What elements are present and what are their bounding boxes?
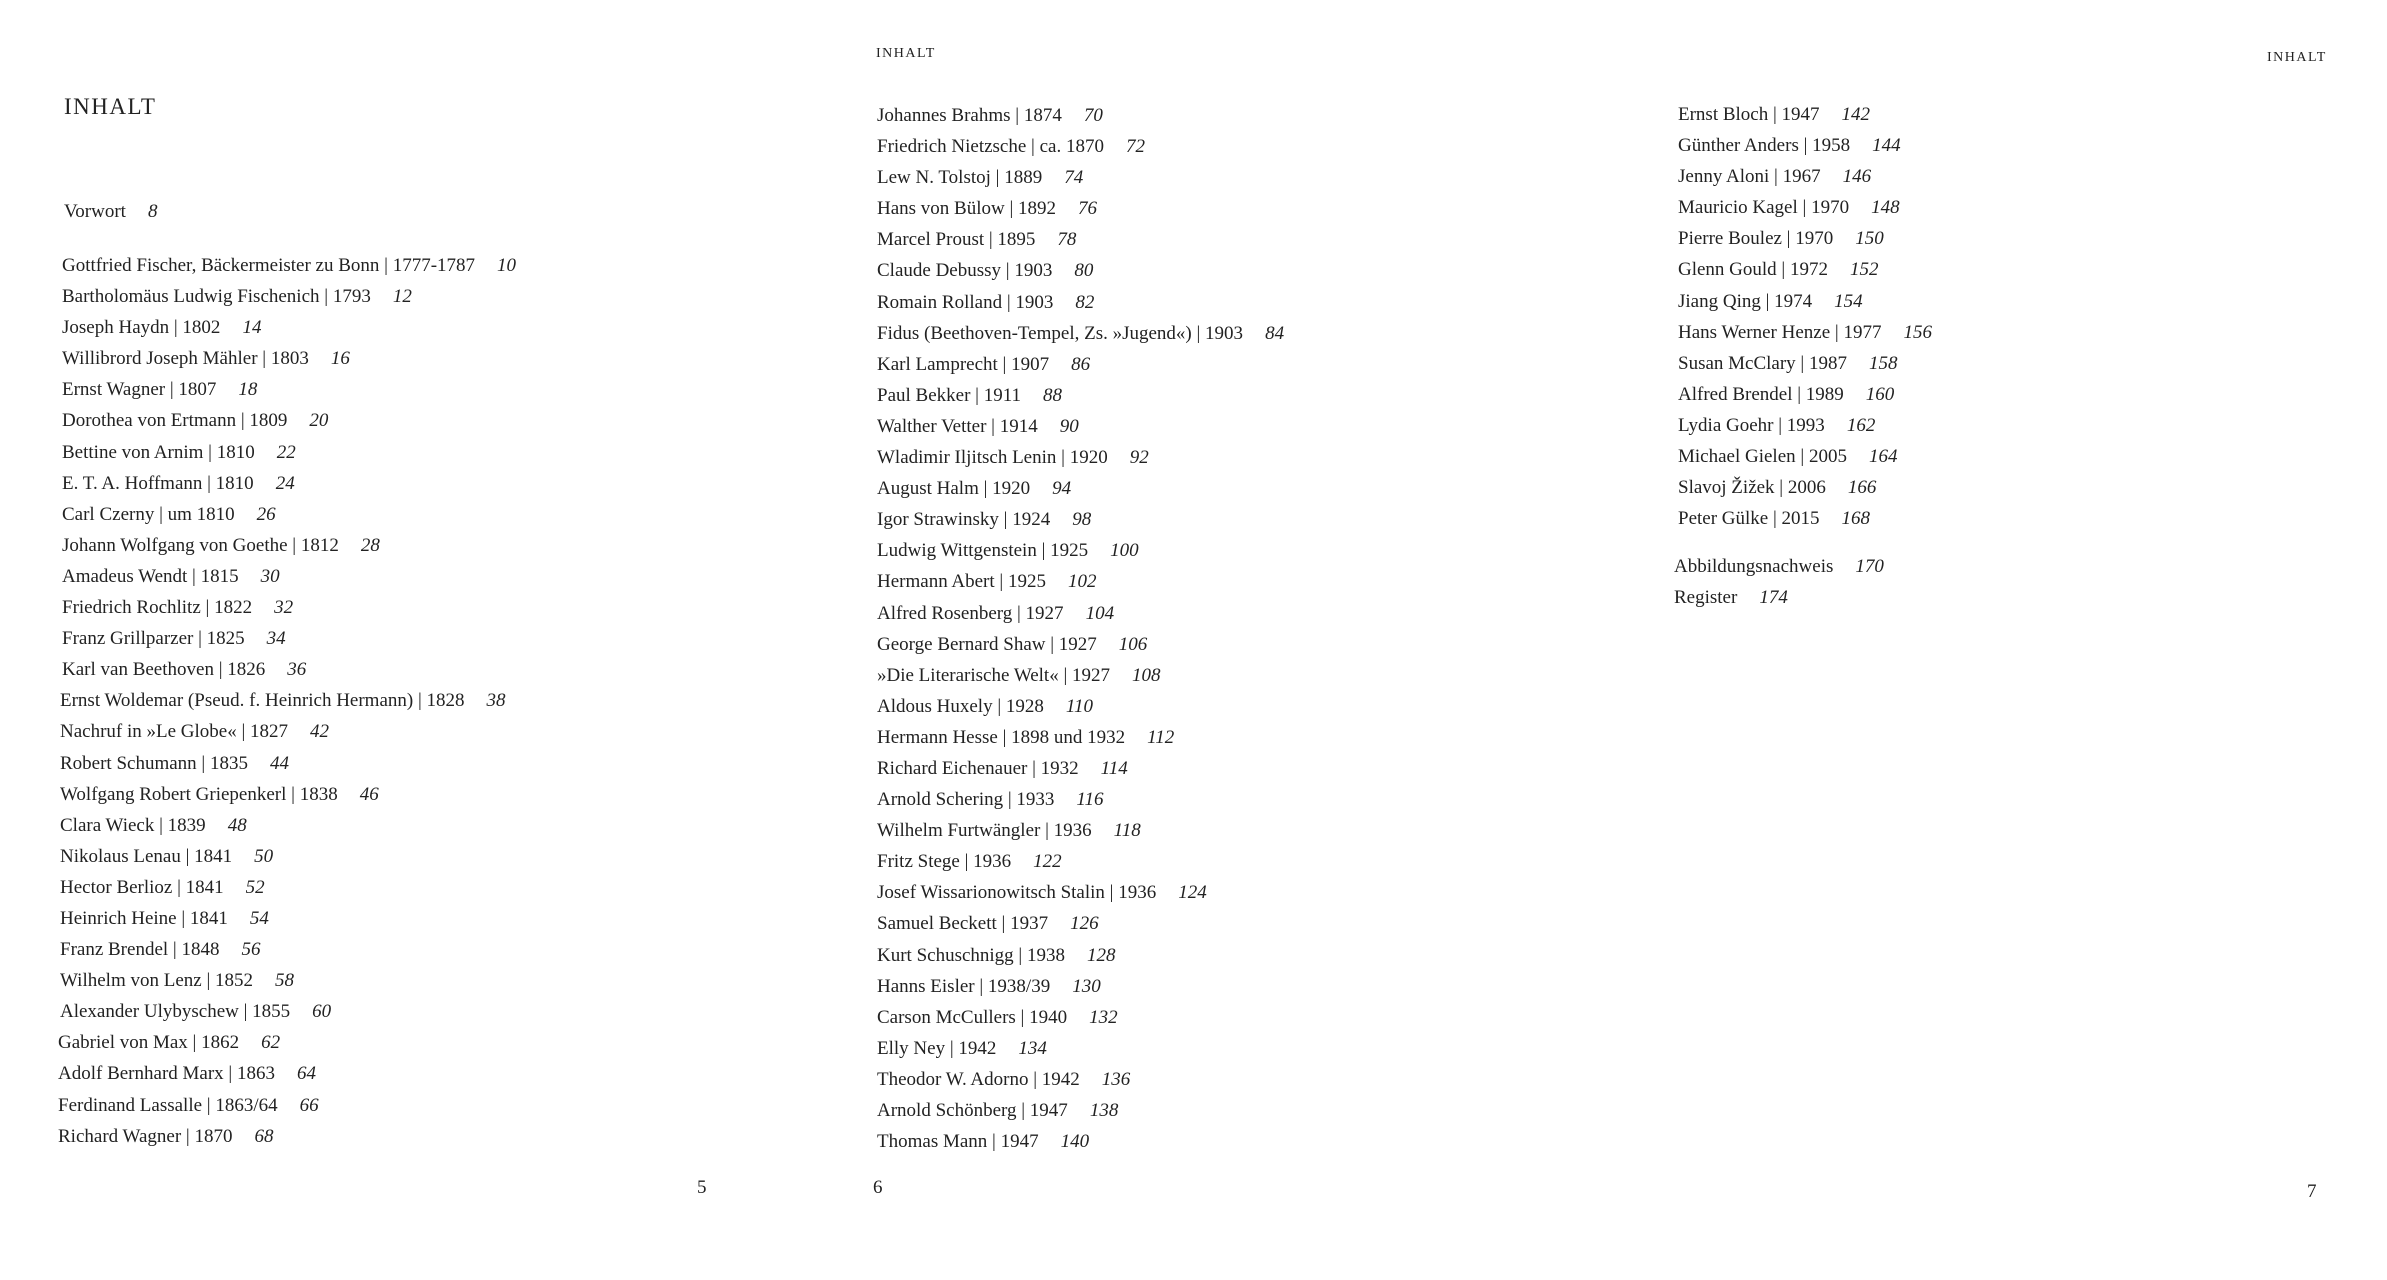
toc-entry xyxy=(1678,223,1932,254)
toc-entry-page: 94 xyxy=(1052,478,1072,500)
toc-entry-label: Jenny Aloni | 1967 xyxy=(1678,166,1821,188)
toc-list-page-7 xyxy=(1678,99,1932,534)
toc-entry xyxy=(877,566,1284,597)
toc-entry-page: 138 xyxy=(1089,1100,1119,1121)
toc-entry-page: 146 xyxy=(1842,166,1872,188)
toc-entry-label: Claude Debussy | 1903 xyxy=(877,260,1053,282)
toc-heading: INHALT xyxy=(64,94,157,119)
toc-entry-label: Wilhelm von Lenz | 1852 xyxy=(60,970,253,992)
toc-entry xyxy=(877,815,1284,846)
toc-entry-page: 90 xyxy=(1059,415,1079,437)
toc-entry xyxy=(877,1095,1284,1126)
page-number: 7 xyxy=(2307,1181,2317,1202)
page-5 xyxy=(0,0,790,1280)
toc-entry-page: 158 xyxy=(1869,352,1898,374)
toc-entry-page: 166 xyxy=(1847,477,1877,499)
toc-entry-label: Theodor W. Adorno | 1942 xyxy=(877,1068,1080,1090)
toc-entry-page: 86 xyxy=(1071,353,1091,375)
toc-entry-label: Kurt Schuschnigg | 1938 xyxy=(877,944,1065,966)
toc-entry-page: 124 xyxy=(1178,882,1207,904)
toc-entry xyxy=(877,784,1284,815)
toc-entry-page: 48 xyxy=(227,814,247,836)
toc-entry-page: 154 xyxy=(1834,290,1863,312)
toc-entry-page: 14 xyxy=(242,317,262,339)
toc-vorwort xyxy=(64,196,157,227)
toc-entry-label: Jiang Qing | 1974 xyxy=(1678,290,1813,312)
toc-entry-label: Nachruf in »Le Globe« | 1827 xyxy=(60,721,289,743)
toc-entry-label: Ferdinand Lassalle | 1863/64 xyxy=(58,1094,278,1116)
toc-entry xyxy=(60,779,516,810)
toc-entry xyxy=(877,691,1284,722)
toc-entry-label: Elly Ney | 1942 xyxy=(877,1037,997,1059)
toc-entry-label: Günther Anders | 1958 xyxy=(1678,135,1851,157)
toc-entry-page: 156 xyxy=(1903,321,1932,343)
toc-entry xyxy=(1678,317,1932,348)
toc-entry-page: 84 xyxy=(1265,322,1285,344)
toc-entry-page: 118 xyxy=(1113,820,1141,842)
toc-entry-label: Glenn Gould | 1972 xyxy=(1678,259,1828,281)
toc-entry xyxy=(877,971,1284,1002)
toc-entry-page: 54 xyxy=(249,907,269,929)
toc-entry xyxy=(1678,348,1932,379)
toc-entry xyxy=(60,716,516,747)
toc-entry-page: 28 xyxy=(360,534,380,556)
page-6 xyxy=(790,0,1590,1280)
toc-entry-label: Robert Schumann | 1835 xyxy=(60,752,248,774)
toc-entry-label: Karl van Beethoven | 1826 xyxy=(62,659,266,681)
toc-entry-label: Susan McClary | 1987 xyxy=(1678,352,1847,374)
toc-entry xyxy=(60,903,516,934)
toc-entry-page: 34 xyxy=(266,628,286,650)
toc-entry xyxy=(60,872,516,903)
running-head: INHALT xyxy=(876,46,936,61)
toc-entry-label: Richard Wagner | 1870 xyxy=(58,1125,233,1147)
toc-entry-page: 152 xyxy=(1850,259,1879,281)
toc-entry xyxy=(60,934,516,965)
toc-entry xyxy=(1674,551,1884,582)
toc-entry-label: Fidus (Beethoven-Tempel, Zs. »Jugend«) | 1903 xyxy=(877,322,1244,344)
toc-entry xyxy=(877,255,1284,286)
toc-entry-page: 72 xyxy=(1125,136,1145,158)
toc-entry-page: 62 xyxy=(261,1032,281,1054)
toc-entry-page: 164 xyxy=(1868,446,1898,468)
toc-entry-label: Slavoj Žižek | 2006 xyxy=(1678,477,1826,499)
toc-entry xyxy=(1678,503,1932,534)
toc-entry-label: Aldous Huxely | 1928 xyxy=(877,695,1044,717)
toc-entry-label: Ernst Woldemar (Pseud. f. Heinrich Hermann) | 1828 xyxy=(60,690,465,712)
toc-entry-page: 174 xyxy=(1759,587,1788,609)
toc-entry-label: Nikolaus Lenau | 1841 xyxy=(60,845,233,867)
toc-entry xyxy=(62,592,516,623)
toc-entry xyxy=(58,1121,516,1152)
toc-entry-page: 130 xyxy=(1072,975,1101,997)
toc-entry-label: Gottfried Fischer, Bäckermeister zu Bonn | 1777-1787 xyxy=(62,255,476,276)
toc-entry xyxy=(877,349,1284,380)
toc-entry-page: 142 xyxy=(1841,104,1871,125)
toc-entry xyxy=(877,535,1284,566)
toc-entry-page: 42 xyxy=(310,721,330,743)
toc-entry-label: Alfred Rosenberg | 1927 xyxy=(877,602,1064,624)
toc-entry-label: Alexander Ulybyschew | 1855 xyxy=(60,1001,291,1023)
toc-entry-label: Hans Werner Henze | 1977 xyxy=(1678,321,1882,343)
toc-entry xyxy=(62,281,516,312)
toc-entry-label: Franz Grillparzer | 1825 xyxy=(62,628,245,650)
toc-entry xyxy=(60,810,516,841)
toc-entry-label: Paul Bekker | 1911 xyxy=(877,384,1021,406)
toc-entry xyxy=(1678,472,1932,503)
toc-entry-label: Wladimir Iljitsch Lenin | 1920 xyxy=(877,447,1108,469)
toc-entry xyxy=(1678,379,1932,410)
toc-entry-label: Michael Gielen | 2005 xyxy=(1678,446,1847,468)
toc-entry xyxy=(877,162,1284,193)
toc-entry xyxy=(877,100,1284,131)
toc-entry-page: 132 xyxy=(1089,1006,1118,1028)
toc-entry-page: 80 xyxy=(1074,260,1094,282)
toc-entry xyxy=(60,841,516,872)
toc-entry-label: Franz Brendel | 1848 xyxy=(60,939,220,961)
toc-entry-page: 70 xyxy=(1083,105,1103,126)
toc-entry-label: »Die Literarische Welt« | 1927 xyxy=(877,664,1111,686)
toc-entry-page: 122 xyxy=(1033,851,1062,873)
toc-entry-page: 104 xyxy=(1085,602,1115,624)
toc-entry xyxy=(64,196,157,227)
toc-entry xyxy=(877,940,1284,971)
toc-entry xyxy=(1678,192,1932,223)
toc-entry-label: Alfred Brendel | 1989 xyxy=(1678,383,1844,405)
toc-entry-page: 168 xyxy=(1841,508,1871,530)
toc-entry-label: Dorothea von Ertmann | 1809 xyxy=(62,410,288,432)
toc-entry-page: 16 xyxy=(330,348,350,370)
toc-entry-page: 128 xyxy=(1087,944,1116,966)
toc-entry-label: Thomas Mann | 1947 xyxy=(877,1131,1039,1153)
toc-entry xyxy=(58,1090,516,1121)
toc-entry-page: 108 xyxy=(1132,664,1161,686)
toc-entry-page: 112 xyxy=(1147,726,1175,748)
toc-entry-label: August Halm | 1920 xyxy=(877,478,1031,500)
toc-entry-label: Friedrich Nietzsche | ca. 1870 xyxy=(877,136,1104,158)
toc-entry-label: Bettine von Arnim | 1810 xyxy=(62,441,255,463)
toc-entry-label: Carl Czerny | um 1810 xyxy=(62,503,235,525)
toc-entry-page: 136 xyxy=(1101,1068,1131,1090)
toc-entry-label: Johann Wolfgang von Goethe | 1812 xyxy=(62,534,339,556)
toc-entry-label: Gabriel von Max | 1862 xyxy=(58,1032,240,1054)
toc-entry-page: 68 xyxy=(254,1125,274,1147)
toc-entry-label: Abbildungsnachweis xyxy=(1674,556,1834,577)
toc-entry xyxy=(1678,254,1932,285)
toc-entry-label: Adolf Bernhard Marx | 1863 xyxy=(58,1063,275,1085)
toc-list-appendix xyxy=(1674,551,1884,613)
toc-entry xyxy=(877,411,1284,442)
toc-entry-label: Register xyxy=(1674,587,1738,609)
toc-entry-page: 150 xyxy=(1855,228,1884,250)
toc-entry xyxy=(877,504,1284,535)
toc-entry-page: 162 xyxy=(1846,414,1876,436)
toc-entry-label: Lew N. Tolstoj | 1889 xyxy=(877,167,1043,189)
toc-entry-page: 30 xyxy=(260,565,280,587)
toc-entry-page: 74 xyxy=(1064,167,1084,189)
toc-entry xyxy=(1678,286,1932,317)
toc-entry xyxy=(877,318,1284,349)
toc-entry xyxy=(62,530,516,561)
toc-entry-page: 60 xyxy=(312,1001,332,1023)
toc-entry-page: 32 xyxy=(274,597,294,619)
toc-entry xyxy=(877,442,1284,473)
toc-entry xyxy=(1674,582,1884,613)
toc-entry-label: Richard Eichenauer | 1932 xyxy=(877,757,1079,779)
toc-entry xyxy=(62,654,516,685)
toc-entry-page: 8 xyxy=(147,201,158,222)
toc-entry-page: 46 xyxy=(359,783,379,805)
toc-entry-page: 38 xyxy=(486,690,506,712)
toc-entry-label: Lydia Goehr | 1993 xyxy=(1678,414,1825,436)
toc-entry xyxy=(62,374,516,405)
toc-entry-page: 140 xyxy=(1060,1131,1090,1153)
page-number: 5 xyxy=(697,1177,707,1198)
toc-entry-label: Wolfgang Robert Griepenkerl | 1838 xyxy=(60,783,338,805)
toc-entry xyxy=(1678,161,1932,192)
toc-entry-page: 160 xyxy=(1865,383,1895,405)
toc-entry-page: 12 xyxy=(392,286,412,308)
toc-entry xyxy=(60,965,516,996)
toc-entry-label: Heinrich Heine | 1841 xyxy=(60,907,228,929)
toc-entry-label: Amadeus Wendt | 1815 xyxy=(62,565,239,587)
toc-entry xyxy=(62,312,516,343)
toc-entry-label: Friedrich Rochlitz | 1822 xyxy=(62,597,253,619)
toc-entry-page: 126 xyxy=(1070,913,1099,935)
toc-entry xyxy=(1678,99,1932,130)
toc-entry xyxy=(877,598,1284,629)
toc-entry-page: 64 xyxy=(296,1063,316,1085)
toc-entry-page: 116 xyxy=(1076,789,1104,811)
page-number: 6 xyxy=(873,1177,883,1198)
toc-entry xyxy=(877,660,1284,691)
toc-entry xyxy=(62,250,516,281)
toc-entry-label: George Bernard Shaw | 1927 xyxy=(877,633,1097,655)
toc-entry xyxy=(877,1126,1284,1157)
toc-entry-label: Ernst Wagner | 1807 xyxy=(62,379,217,401)
toc-entry-label: Josef Wissarionowitsch Stalin | 1936 xyxy=(877,882,1157,904)
toc-entry-page: 26 xyxy=(256,503,276,525)
toc-entry-label: Romain Rolland | 1903 xyxy=(877,291,1054,313)
toc-entry xyxy=(1678,410,1932,441)
toc-entry-page: 106 xyxy=(1118,633,1148,655)
toc-entry xyxy=(877,846,1284,877)
toc-entry xyxy=(1678,130,1932,161)
toc-entry-label: Hector Berlioz | 1841 xyxy=(60,876,224,898)
toc-entry-page: 66 xyxy=(299,1094,319,1116)
toc-entry-page: 170 xyxy=(1855,556,1884,577)
toc-entry-page: 88 xyxy=(1043,384,1062,406)
toc-entry-label: Ernst Bloch | 1947 xyxy=(1678,104,1820,125)
toc-entry-label: Igor Strawinsky | 1924 xyxy=(877,509,1051,531)
toc-entry xyxy=(877,908,1284,939)
toc-entry-page: 110 xyxy=(1065,695,1093,717)
toc-entry xyxy=(877,473,1284,504)
toc-entry xyxy=(877,1064,1284,1095)
toc-entry-page: 144 xyxy=(1872,135,1901,157)
toc-entry-label: Mauricio Kagel | 1970 xyxy=(1678,197,1850,219)
toc-entry-label: Karl Lamprecht | 1907 xyxy=(877,353,1050,375)
toc-entry xyxy=(877,287,1284,318)
toc-entry-page: 44 xyxy=(269,752,289,774)
toc-entry xyxy=(62,561,516,592)
toc-entry-label: Vorwort xyxy=(64,201,126,222)
toc-entry xyxy=(877,722,1284,753)
page-7 xyxy=(1590,0,2387,1280)
toc-entry-label: Peter Gülke | 2015 xyxy=(1678,508,1820,530)
toc-entry-page: 100 xyxy=(1110,540,1139,562)
toc-entry-page: 50 xyxy=(254,845,274,867)
toc-entry-label: Walther Vetter | 1914 xyxy=(877,415,1038,437)
toc-entry-label: Arnold Schönberg | 1947 xyxy=(877,1100,1068,1121)
toc-entry-label: E. T. A. Hoffmann | 1810 xyxy=(62,472,254,494)
toc-entry xyxy=(877,1033,1284,1064)
toc-entry xyxy=(62,623,516,654)
toc-entry-label: Wilhelm Furtwängler | 1936 xyxy=(877,820,1092,842)
toc-entry-page: 18 xyxy=(238,379,258,401)
toc-entry-page: 52 xyxy=(245,876,265,898)
toc-entry-label: Ludwig Wittgenstein | 1925 xyxy=(877,540,1089,562)
toc-entry xyxy=(62,343,516,374)
toc-entry-label: Hermann Abert | 1925 xyxy=(877,571,1046,593)
toc-entry-label: Carson McCullers | 1940 xyxy=(877,1006,1068,1028)
toc-entry xyxy=(877,193,1284,224)
toc-entry xyxy=(60,996,516,1027)
toc-entry-page: 24 xyxy=(275,472,295,494)
toc-entry-page: 76 xyxy=(1078,198,1098,220)
toc-entry-page: 10 xyxy=(497,255,517,276)
toc-list-page-5 xyxy=(58,250,517,1152)
toc-entry-label: Fritz Stege | 1936 xyxy=(877,851,1012,873)
toc-entry xyxy=(62,405,516,436)
toc-list-page-6 xyxy=(877,100,1284,1157)
toc-entry xyxy=(877,753,1284,784)
toc-entry xyxy=(62,499,516,530)
toc-entry-page: 82 xyxy=(1075,291,1095,313)
toc-entry-label: Bartholomäus Ludwig Fischenich | 1793 xyxy=(62,286,371,308)
toc-entry-label: Willibrord Joseph Mähler | 1803 xyxy=(62,348,309,370)
toc-entry-page: 102 xyxy=(1067,571,1097,593)
toc-entry-page: 92 xyxy=(1129,447,1149,469)
toc-entry-label: Hans von Bülow | 1892 xyxy=(877,198,1057,220)
toc-entry-label: Samuel Beckett | 1937 xyxy=(877,913,1049,935)
toc-entry-page: 98 xyxy=(1072,509,1092,531)
toc-entry-label: Joseph Haydn | 1802 xyxy=(62,317,221,339)
toc-entry xyxy=(60,685,516,716)
toc-entry-page: 78 xyxy=(1057,229,1077,251)
toc-entry xyxy=(877,224,1284,255)
toc-entry-page: 20 xyxy=(309,410,329,432)
toc-entry xyxy=(58,1058,516,1089)
toc-entry-label: Clara Wieck | 1839 xyxy=(60,814,206,836)
toc-entry-page: 58 xyxy=(275,970,294,992)
toc-entry-page: 56 xyxy=(241,939,261,961)
toc-entry-label: Pierre Boulez | 1970 xyxy=(1678,228,1834,250)
toc-entry-page: 148 xyxy=(1871,197,1900,219)
toc-entry xyxy=(58,1027,516,1058)
toc-entry xyxy=(877,877,1284,908)
toc-entry xyxy=(60,748,516,779)
toc-entry-page: 114 xyxy=(1100,757,1128,779)
toc-entry-label: Marcel Proust | 1895 xyxy=(877,229,1036,251)
toc-entry xyxy=(877,629,1284,660)
toc-entry-label: Hermann Hesse | 1898 und 1932 xyxy=(877,726,1126,748)
running-head: INHALT xyxy=(2267,50,2327,65)
toc-entry xyxy=(62,437,516,468)
toc-entry-label: Arnold Schering | 1933 xyxy=(877,789,1055,811)
toc-entry-page: 134 xyxy=(1018,1037,1047,1059)
toc-entry xyxy=(877,380,1284,411)
toc-entry-label: Johannes Brahms | 1874 xyxy=(877,105,1062,126)
toc-entry xyxy=(1678,441,1932,472)
toc-entry-page: 36 xyxy=(287,659,307,681)
toc-entry xyxy=(877,131,1284,162)
toc-entry xyxy=(877,1002,1284,1033)
toc-entry-page: 22 xyxy=(276,441,296,463)
toc-entry xyxy=(62,468,516,499)
toc-entry-label: Hanns Eisler | 1938/39 xyxy=(877,975,1051,997)
